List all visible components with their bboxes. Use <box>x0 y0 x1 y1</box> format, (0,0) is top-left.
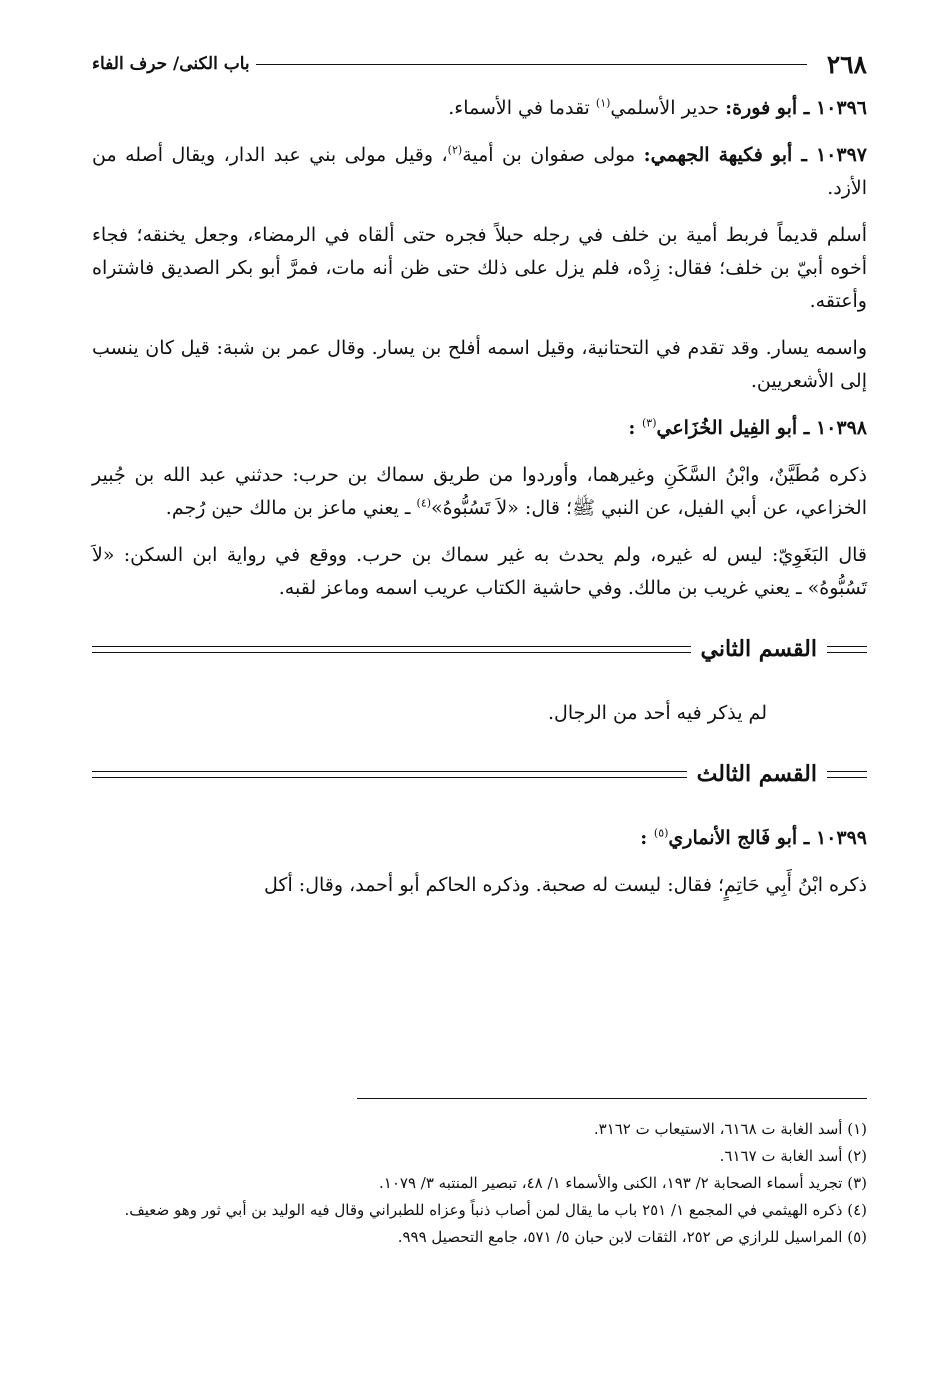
footnote-ref[interactable]: (٣) <box>641 416 657 430</box>
paragraph: قال البَغَوِيّ: ليس له غيره، ولم يحدث به غير سماك بن حرب. ووقع في رواية ابن السكن: «لاَ تَسُبُّوهُ» ـ يعني غريب بن مالك. وفي حاشية الكتاب عريب اسمه وماعز لقبه. <box>92 544 867 599</box>
section-rule <box>827 646 867 653</box>
page-number: ٢٦٨ <box>826 49 867 79</box>
entry-text: مولى صفوان بن أمية <box>462 144 644 166</box>
section-title: القسم الثالث <box>696 761 817 787</box>
footnote: (٣) تجريد أسماء الصحابة ٢/ ١٩٣، الكنى والأسماء ١/ ٤٨، تبصير المنتبه ٣/ ١٠٧٩. <box>379 1174 867 1192</box>
entry-heading: ١٠٣٩٦ ـ أبو فورة: <box>725 97 867 119</box>
section-rule <box>827 771 867 778</box>
footnote-ref[interactable]: (٥) <box>653 826 669 840</box>
entry-10397 <box>92 139 867 205</box>
entry-colon: : <box>628 417 642 439</box>
section-banner-second <box>92 631 867 667</box>
footnote: (٥) المراسيل للرازي ص ٢٥٢، الثقات لابن حبان ٥/ ٥٧١، جامع التحصيل ٩٩٩. <box>397 1228 867 1246</box>
running-title: باب الكنى/ حرف الفاء <box>92 54 250 74</box>
paragraph: أسلم قديماً فربط أمية بن خلف في رجله حبلاً فجره حتى ألقاه في الرمضاء، وجعل يخنقه؛ فجاء أخوه أبيّ بن خلف؛ فقال: زِدْه، فلم يزل على ذلك حتى ظن أنه مات، فمرَّ أبو بكر الصديق فاشتراه وأعتقه. <box>92 224 867 312</box>
paragraph: ذكره ابْنُ أَبِي حَاتِمٍ؛ فقال: ليست له صحبة. وذكره الحاكم أبو أحمد، وقال: أكل <box>264 874 867 896</box>
footnote: (٢) أسد الغابة ت ٦١٦٧. <box>719 1147 867 1165</box>
section-title: القسم الثاني <box>700 636 817 662</box>
entry-10396 <box>92 92 867 125</box>
entry-heading: ١٠٣٩٧ ـ أبو فكيهة الجهمي: <box>643 144 867 166</box>
entry-colon: : <box>640 827 654 849</box>
section-text: لم يذكر فيه أحد من الرجال. <box>548 702 767 724</box>
paragraph <box>92 459 867 525</box>
section-rule <box>92 771 687 778</box>
paragraph-text: ذكره مُطَيَّنٌ، وابْنُ السَّكَنِ وغيرهما، وأوردوا من طريق سماك بن حرب: حدثني عبد الله بن جُبير الخزاعي، عن أبي الفيل، عن النبي ﷺ؛ قال: «لاَ تَسُبُّوهُ» <box>92 464 867 519</box>
entry-text: ، وقيل مولى بني عبد الدار، ويقال أصله من الأزد. <box>92 144 867 199</box>
entry-heading: ١٠٣٩٨ ـ أبو الفِيل الخُزَاعي <box>656 417 867 439</box>
footnote-ref[interactable]: (١) <box>595 96 611 110</box>
entry-10399 <box>92 822 867 855</box>
footnote-ref[interactable]: (٤) <box>416 496 432 510</box>
entry-text: تقدما في الأسماء. <box>448 97 596 119</box>
entry-heading: ١٠٣٩٩ ـ أبو فَالج الأنماري <box>668 827 867 849</box>
entry-10398 <box>92 412 867 445</box>
section-rule <box>92 646 691 653</box>
entry-text: حدير الأسلمي <box>610 97 726 119</box>
header-rule <box>256 64 807 65</box>
section-banner-third <box>92 756 867 792</box>
footnote: (٤) ذكره الهيثمي في المجمع ١/ ٢٥١ باب ما يقال لمن أصاب ذنباً وعزاه للطبراني وقال فيه الوليد بن أبي ثور وهو ضعيف. <box>124 1201 867 1219</box>
page <box>92 44 867 1246</box>
paragraph: واسمه يسار. وقد تقدم في التحتانية، وقيل اسمه أفلح بن يسار. وقال عمر بن شبة: قيل كان ينسب إلى الأشعريين. <box>92 337 867 392</box>
footnote-separator <box>92 1098 867 1099</box>
running-header <box>92 44 867 84</box>
footnote: (١) أسد الغابة ت ٦١٦٨، الاستيعاب ت ٣١٦٢. <box>593 1120 867 1138</box>
paragraph-text: ـ يعني ماعز بن مالك حين رُجم. <box>165 497 417 519</box>
footnotes <box>92 1116 867 1251</box>
footnote-ref[interactable]: (٢) <box>447 143 463 157</box>
